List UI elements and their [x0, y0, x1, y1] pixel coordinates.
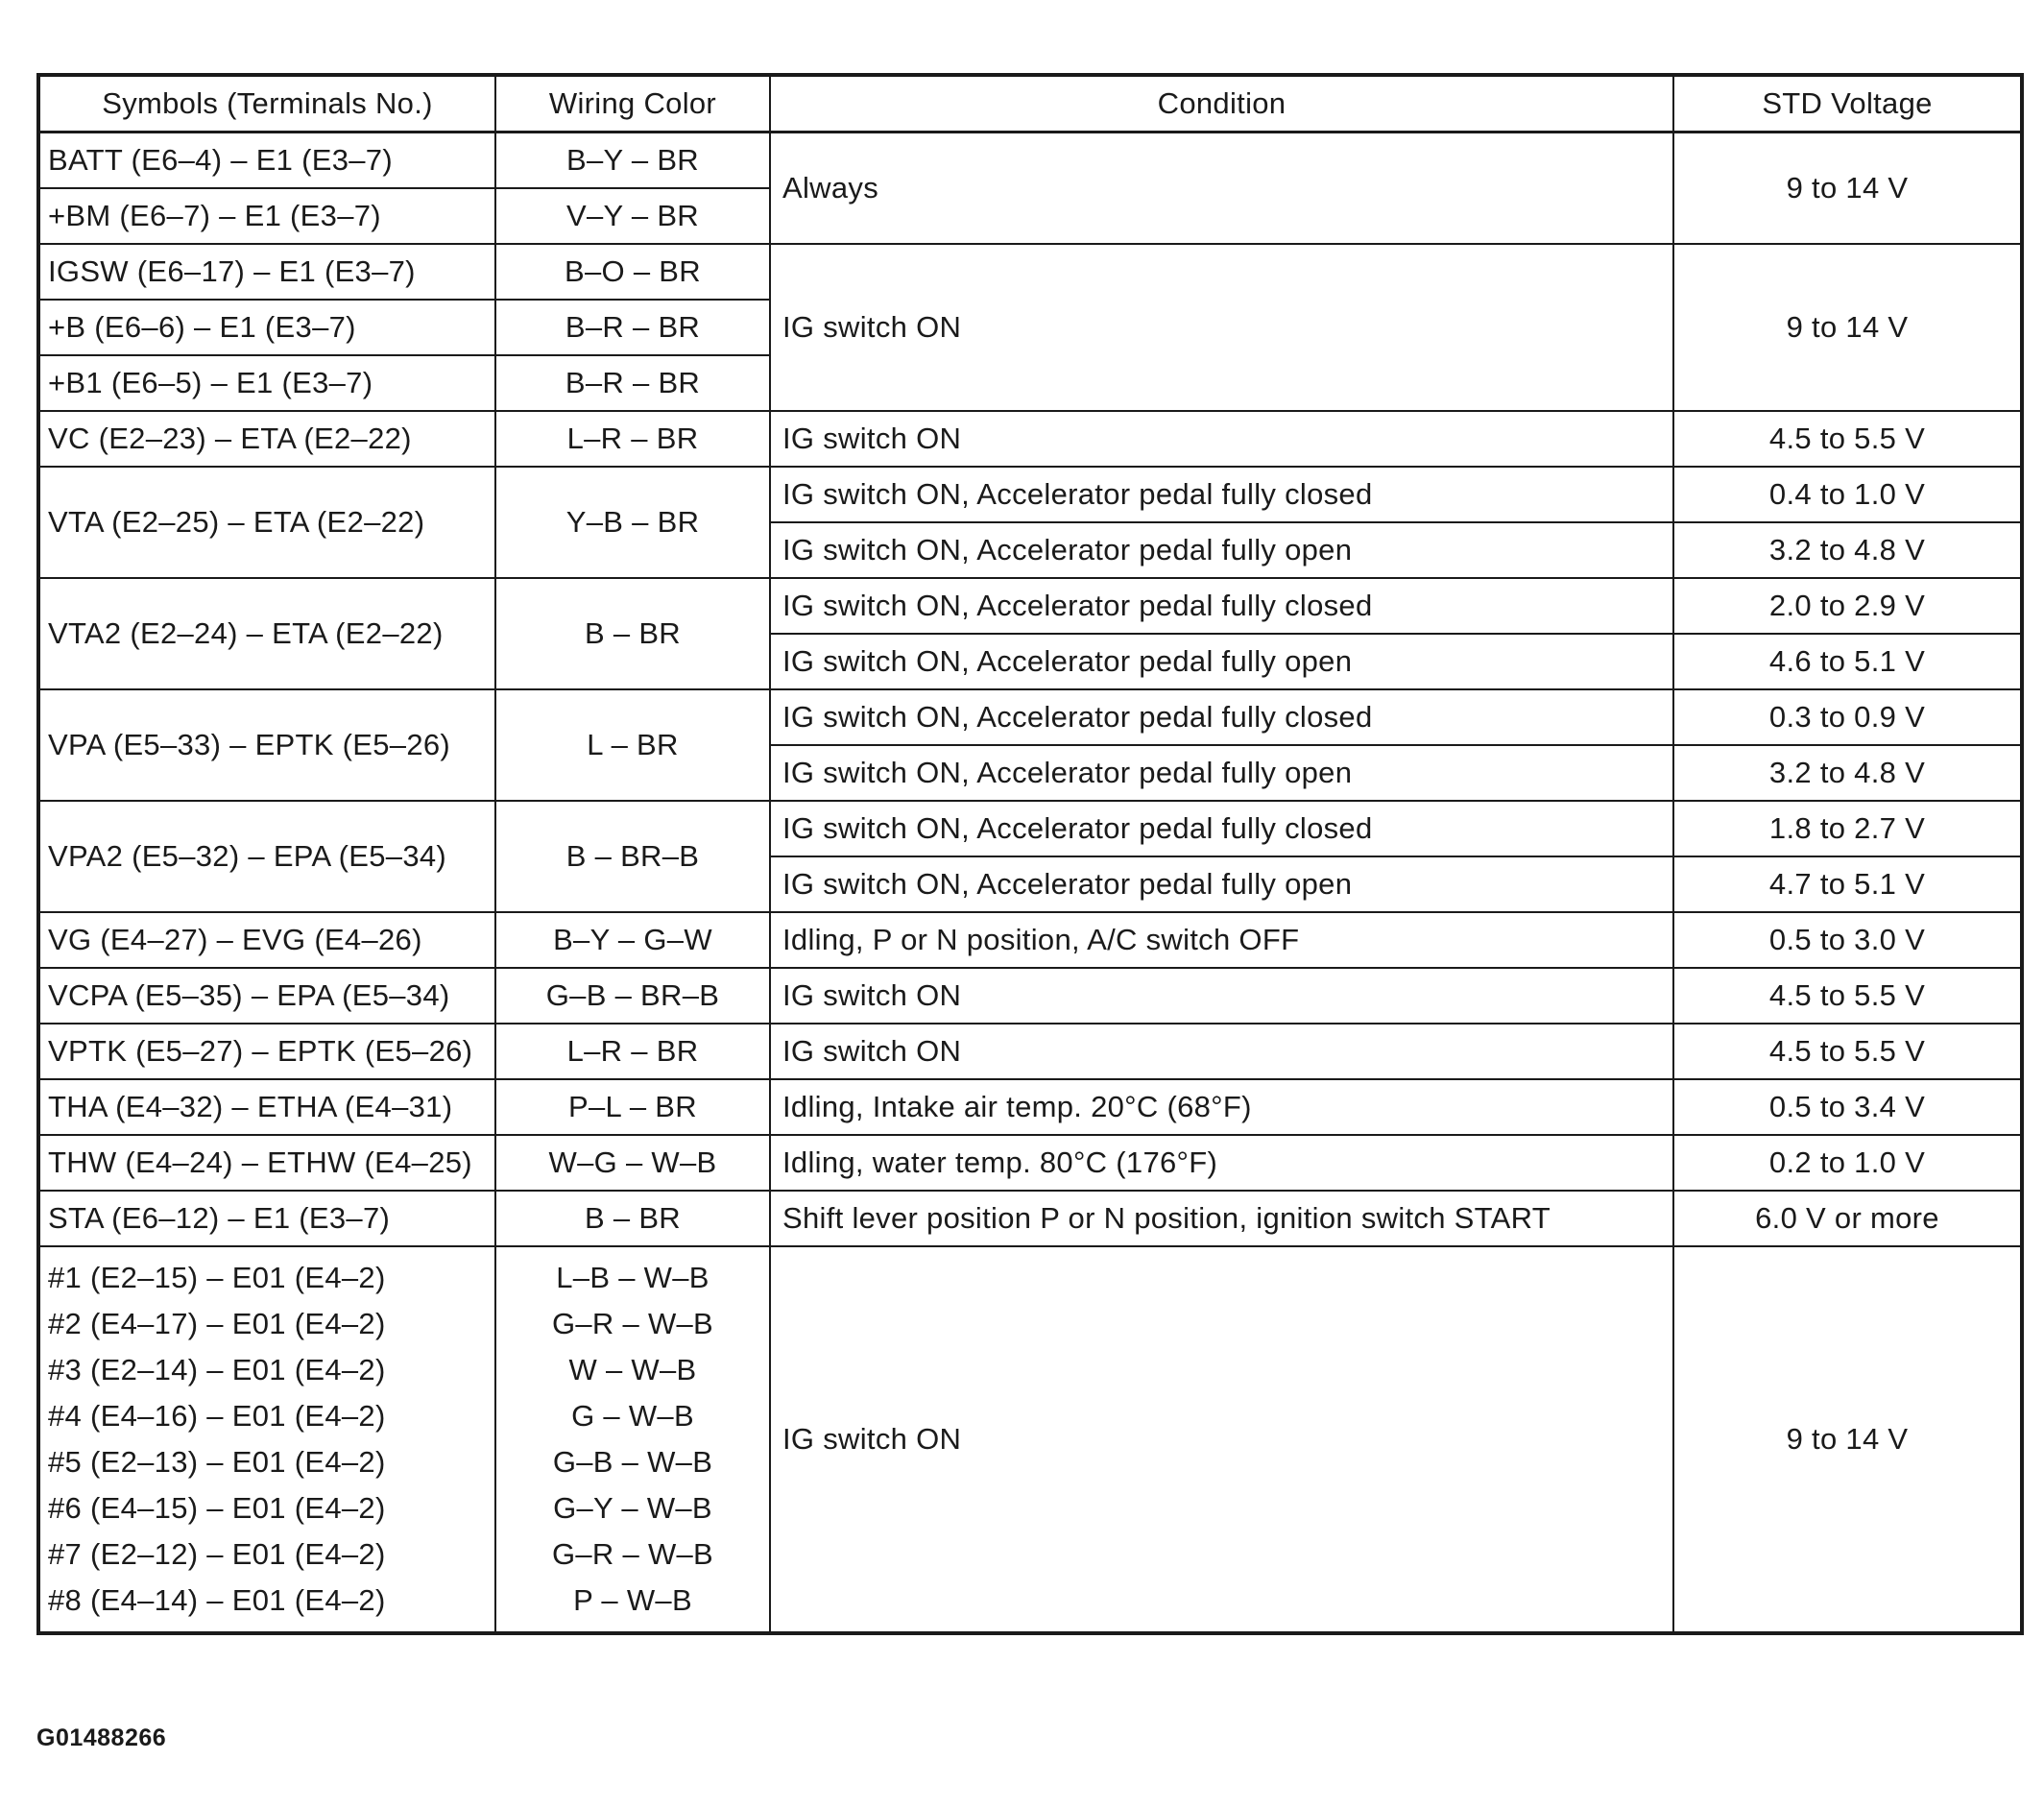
symbol-cell: VG (E4–27) – EVG (E4–26)	[38, 912, 495, 968]
injector-wiring: G–R – W–B	[551, 1307, 714, 1340]
condition-cell: Idling, water temp. 80°C (176°F)	[770, 1135, 1673, 1191]
condition-cell: IG switch ON	[770, 411, 1673, 467]
wiring-color-cell: V–Y – BR	[495, 188, 770, 244]
symbol-cell: VC (E2–23) – ETA (E2–22)	[38, 411, 495, 467]
injector-symbol: #4 (E4–16) – E01 (E4–2)	[48, 1399, 386, 1433]
symbol-cell: VPA2 (E5–32) – EPA (E5–34)	[38, 801, 495, 912]
condition-cell: Idling, P or N position, A/C switch OFF	[770, 912, 1673, 968]
condition-cell: IG switch ON	[770, 1024, 1673, 1079]
wiring-color-cell: Y–B – BR	[495, 467, 770, 578]
condition-cell: IG switch ON, Accelerator pedal fully open	[770, 856, 1673, 912]
header-std-voltage: STD Voltage	[1673, 75, 2022, 133]
wiring-color-cell: G–B – BR–B	[495, 968, 770, 1024]
wiring-color-cell: L–R – BR	[495, 411, 770, 467]
symbol-cell: STA (E6–12) – E1 (E3–7)	[38, 1191, 495, 1246]
injector-symbol: #3 (E2–14) – E01 (E4–2)	[48, 1353, 386, 1386]
injector-symbol: #6 (E4–15) – E01 (E4–2)	[48, 1491, 386, 1525]
wiring-color-cell: B–Y – BR	[495, 133, 770, 189]
wiring-color-cell: B–R – BR	[495, 355, 770, 411]
table-row	[38, 133, 2022, 189]
voltage-cell: 0.2 to 1.0 V	[1673, 1135, 2022, 1191]
voltage-cell: 9 to 14 V	[1673, 1246, 2022, 1633]
symbol-cell: BATT (E6–4) – E1 (E3–7)	[38, 133, 495, 189]
table-row	[38, 1135, 2022, 1191]
condition-cell: IG switch ON, Accelerator pedal fully closed	[770, 578, 1673, 634]
header-wiring-color: Wiring Color	[495, 75, 770, 133]
table-row	[38, 244, 2022, 300]
condition-cell: Always	[770, 133, 1673, 245]
injector-symbol: #1 (E2–15) – E01 (E4–2)	[48, 1261, 386, 1294]
wiring-color-cell: B–R – BR	[495, 300, 770, 355]
symbol-cell: VTA2 (E2–24) – ETA (E2–22)	[38, 578, 495, 689]
condition-cell: Shift lever position P or N position, ignition switch START	[770, 1191, 1673, 1246]
figure-id: G01488266	[36, 1724, 167, 1751]
symbol-cell: VPA (E5–33) – EPTK (E5–26)	[38, 689, 495, 801]
symbol-cell: THA (E4–32) – ETHA (E4–31)	[38, 1079, 495, 1135]
symbol-cell: VTA (E2–25) – ETA (E2–22)	[38, 467, 495, 578]
condition-cell: Idling, Intake air temp. 20°C (68°F)	[770, 1079, 1673, 1135]
table-row	[38, 801, 2022, 856]
wiring-color-cell: L–R – BR	[495, 1024, 770, 1079]
voltage-cell: 3.2 to 4.8 V	[1673, 745, 2022, 801]
table-row	[38, 411, 2022, 467]
terminal-voltage-table	[36, 73, 2024, 1635]
injector-wiring: G–R – W–B	[551, 1537, 714, 1571]
voltage-cell: 3.2 to 4.8 V	[1673, 522, 2022, 578]
condition-cell: IG switch ON, Accelerator pedal fully open	[770, 745, 1673, 801]
table-header	[38, 75, 2022, 133]
wiring-color-cell: P–L – BR	[495, 1079, 770, 1135]
voltage-cell: 0.5 to 3.0 V	[1673, 912, 2022, 968]
table-row	[38, 968, 2022, 1024]
symbol-cell: IGSW (E6–17) – E1 (E3–7)	[38, 244, 495, 300]
header-condition: Condition	[770, 75, 1673, 133]
voltage-cell: 2.0 to 2.9 V	[1673, 578, 2022, 634]
condition-cell: IG switch ON, Accelerator pedal fully open	[770, 522, 1673, 578]
injector-symbol: #2 (E4–17) – E01 (E4–2)	[48, 1307, 386, 1340]
symbol-cell: +B1 (E6–5) – E1 (E3–7)	[38, 355, 495, 411]
injector-wiring: G–Y – W–B	[553, 1491, 712, 1525]
wiring-color-cell: B – BR–B	[495, 801, 770, 912]
injector-symbol: #8 (E4–14) – E01 (E4–2)	[48, 1583, 386, 1617]
injector-wiring: W – W–B	[568, 1353, 697, 1386]
injector-row	[38, 1246, 2022, 1633]
voltage-cell: 4.5 to 5.5 V	[1673, 1024, 2022, 1079]
voltage-cell: 9 to 14 V	[1673, 133, 2022, 245]
injector-wiring: G–B – W–B	[552, 1445, 713, 1479]
voltage-cell: 0.4 to 1.0 V	[1673, 467, 2022, 522]
table-row	[38, 578, 2022, 634]
wiring-color-cell: W–G – W–B	[495, 1135, 770, 1191]
header-row	[38, 75, 2022, 133]
condition-cell: IG switch ON, Accelerator pedal fully closed	[770, 689, 1673, 745]
condition-cell: IG switch ON	[770, 244, 1673, 411]
condition-cell: IG switch ON	[770, 1246, 1673, 1633]
table-row	[38, 467, 2022, 522]
injector-wiring: P – W–B	[573, 1583, 692, 1617]
voltage-cell: 6.0 V or more	[1673, 1191, 2022, 1246]
wiring-color-cell: B – BR	[495, 578, 770, 689]
injector-wiring: G – W–B	[571, 1399, 694, 1433]
voltage-cell: 4.7 to 5.1 V	[1673, 856, 2022, 912]
table-row	[38, 1024, 2022, 1079]
table-body	[38, 133, 2022, 1634]
injector-symbol: #7 (E2–12) – E01 (E4–2)	[48, 1537, 386, 1571]
voltage-cell: 1.8 to 2.7 V	[1673, 801, 2022, 856]
injector-symbol: #5 (E2–13) – E01 (E4–2)	[48, 1445, 386, 1479]
symbol-cell: THW (E4–24) – ETHW (E4–25)	[38, 1135, 495, 1191]
header-symbols: Symbols (Terminals No.)	[38, 75, 495, 133]
condition-cell: IG switch ON, Accelerator pedal fully closed	[770, 467, 1673, 522]
voltage-cell: 0.3 to 0.9 V	[1673, 689, 2022, 745]
table-row	[38, 1191, 2022, 1246]
wiring-color-cell: L – BR	[495, 689, 770, 801]
injector-symbols-cell	[38, 1246, 495, 1633]
voltage-cell: 0.5 to 3.4 V	[1673, 1079, 2022, 1135]
condition-cell: IG switch ON, Accelerator pedal fully open	[770, 634, 1673, 689]
wiring-color-cell: B–Y – G–W	[495, 912, 770, 968]
wiring-color-cell: B – BR	[495, 1191, 770, 1246]
symbol-cell: VCPA (E5–35) – EPA (E5–34)	[38, 968, 495, 1024]
injector-wiring: L–B – W–B	[556, 1261, 709, 1294]
table-row	[38, 1079, 2022, 1135]
wiring-color-cell: B–O – BR	[495, 244, 770, 300]
table-row	[38, 912, 2022, 968]
voltage-cell: 4.5 to 5.5 V	[1673, 968, 2022, 1024]
voltage-cell: 4.5 to 5.5 V	[1673, 411, 2022, 467]
symbol-cell: +B (E6–6) – E1 (E3–7)	[38, 300, 495, 355]
table-row	[38, 689, 2022, 745]
condition-cell: IG switch ON	[770, 968, 1673, 1024]
voltage-cell: 4.6 to 5.1 V	[1673, 634, 2022, 689]
condition-cell: IG switch ON, Accelerator pedal fully closed	[770, 801, 1673, 856]
symbol-cell: VPTK (E5–27) – EPTK (E5–26)	[38, 1024, 495, 1079]
voltage-cell: 9 to 14 V	[1673, 244, 2022, 411]
injector-wiring-cell	[495, 1246, 770, 1633]
symbol-cell: +BM (E6–7) – E1 (E3–7)	[38, 188, 495, 244]
